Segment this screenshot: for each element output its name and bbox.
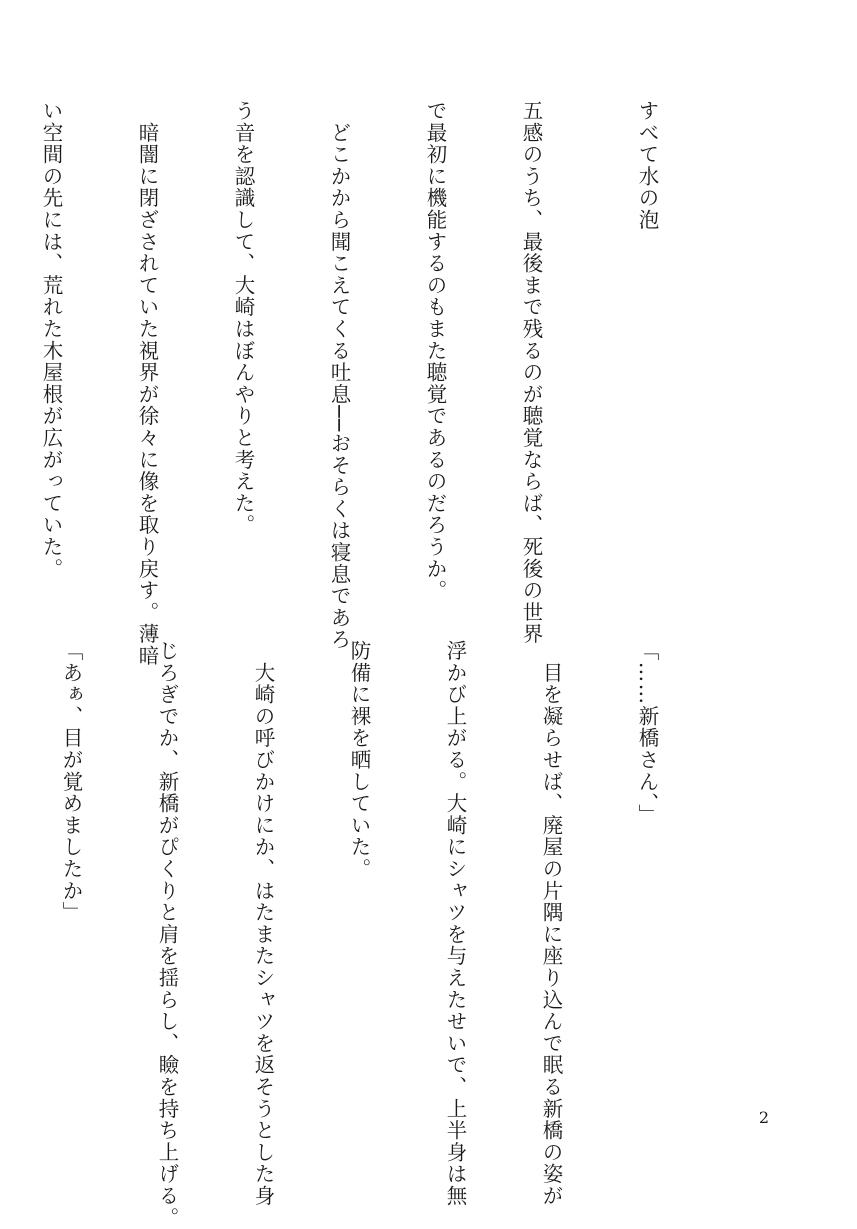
text-line: で最初に機能するのもまた聴覚であるのだろうか。: [423, 100, 447, 602]
upper-text-block: [0, 100, 727, 667]
text-line: 大崎の呼びかけにか、はたまたシャツを返そうとした身: [251, 640, 275, 1207]
chapter-title: すべて水の泡: [635, 100, 659, 231]
text-line: じろぎでか、新橋がぴくりと肩を揺らし、瞼を持ち上げる。: [155, 640, 179, 1229]
text-line: 目を凝らせば、廃屋の片隅に座り込んで眠る新橋の姿が: [539, 640, 563, 1207]
text-line: 浮かび上がる。大崎にシャツを与えたせいで、上半身は無: [443, 640, 467, 1207]
text-line: 暗闇に閉ざされていた視界が徐々に像を取り戻す。薄暗: [135, 100, 159, 667]
text-line: い空間の先には、荒れた木屋根が広がっていた。: [39, 100, 63, 580]
text-line: う音を認識して、大崎はぼんやりと考えた。: [231, 100, 255, 536]
page-number: 2: [758, 1108, 769, 1127]
text-line: 「……新橋さん、」: [635, 640, 659, 826]
text-line: 「あぁ、目が覚めましたか」: [59, 640, 83, 924]
text-line: 五感のうち、最後まで残るのが聴覚ならば、死後の世界: [519, 100, 543, 645]
text-line: どこかから聞こえてくる吐息──おそらくは寝息であろ: [327, 100, 351, 651]
lower-text-block: [0, 640, 727, 1229]
text-line: 防備に裸を晒していた。: [347, 640, 371, 880]
